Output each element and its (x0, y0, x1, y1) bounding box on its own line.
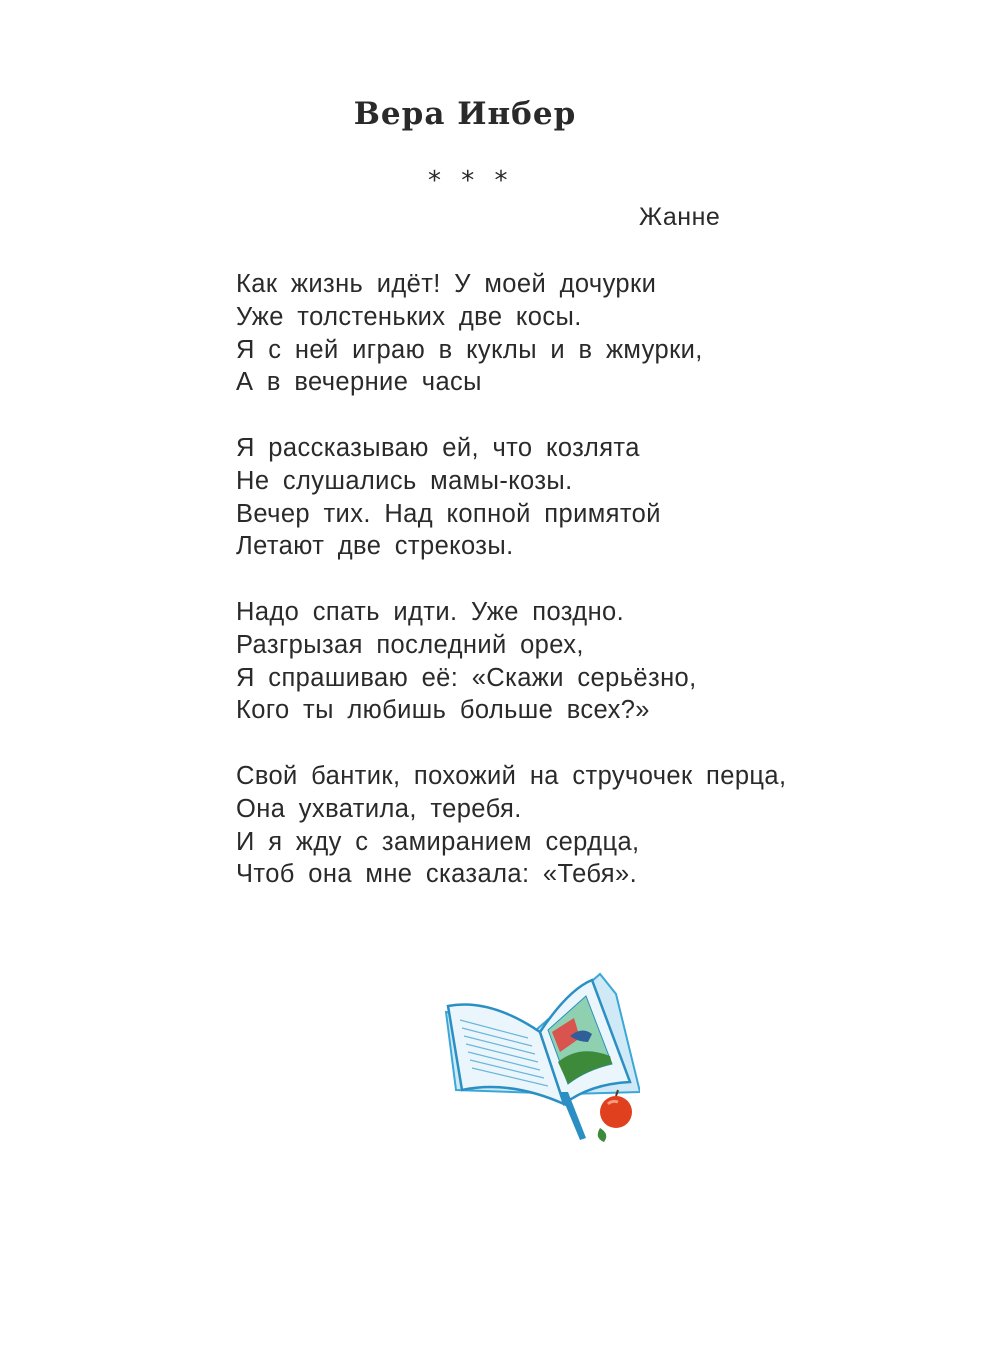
poem-line: Летают две стрекозы. (236, 532, 514, 561)
stanza-1 (236, 268, 956, 399)
poem-line: Вечер тих. Над копной примятой (236, 499, 661, 528)
poem-line: Уже толстеньких две косы. (236, 302, 582, 331)
poem (236, 268, 956, 924)
open-book-with-apple-icon (440, 972, 640, 1147)
poem-line: Она ухватила, теребя. (236, 794, 522, 823)
stanza-4 (236, 760, 956, 891)
poem-line: Я с ней играю в куклы и в жмурки, (236, 335, 703, 364)
poem-line: Я рассказываю ей, что козлята (236, 433, 640, 462)
poem-line: Свой бантик, похожий на стручочек перца, (236, 761, 787, 790)
stanza-3 (236, 596, 956, 727)
poem-line: Надо спать идти. Уже поздно. (236, 597, 625, 626)
poem-line: Не слушались мамы-козы. (236, 466, 573, 495)
poem-line: А в вечерние часы (236, 368, 482, 397)
stanza-2 (236, 432, 956, 563)
author-name: Вера Инбер (353, 96, 577, 132)
poem-line: Чтоб она мне сказала: «Тебя». (236, 860, 638, 889)
poem-line: Как жизнь идёт! У моей дочурки (236, 270, 657, 298)
poem-line: Кого ты любишь больше всех?» (236, 696, 650, 725)
poem-line: Разгрызая последний орех, (236, 630, 584, 659)
dedication: Жанне (639, 203, 721, 231)
poem-line: И я жду с замиранием сердца, (236, 827, 640, 856)
section-separator: * * * (428, 166, 514, 196)
poem-line: Я спрашиваю её: «Скажи серьёзно, (236, 663, 697, 692)
